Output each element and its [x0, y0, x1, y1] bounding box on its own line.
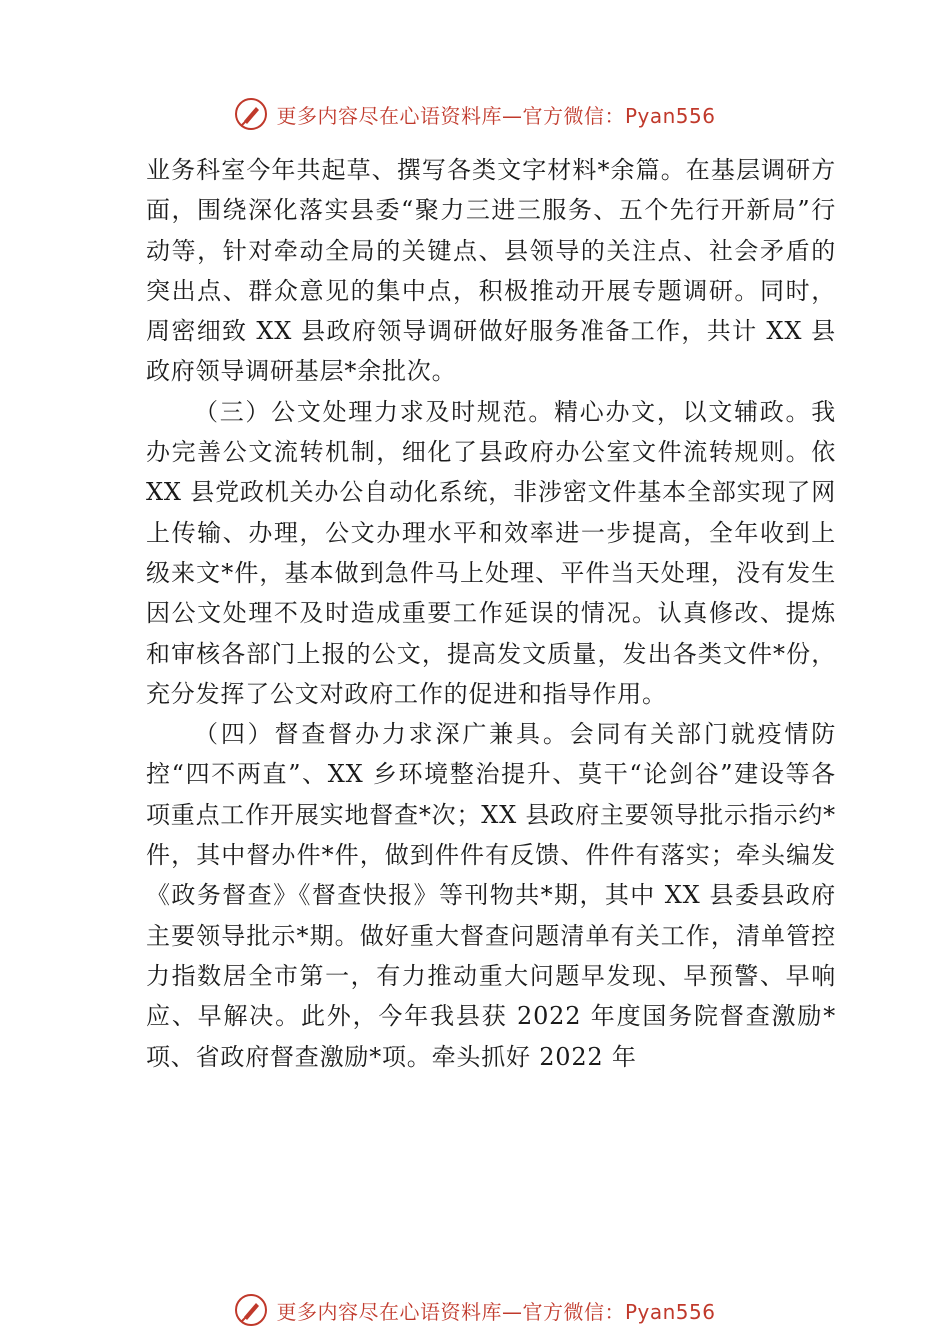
- header-watermark-banner: [0, 94, 950, 134]
- watermark-text: 更多内容尽在心语资料库—官方微信：Pyan556: [276, 1299, 716, 1324]
- paragraph-supervision: （四）督查督办力求深广兼具。会同有关部门就疫情防控“四不两直”、XX 乡环境整治提升、莫干“论剑谷”建设等各项重点工作开展实地督查*次；XX 县政府主要领导批示指示约*件，其中督办件*件，做到件件有反馈、件件有落实；牵头编发《政务督查》《督查快报》等刊物共*期，其中 XX 县委县政府主要领导批示*期。做好重大督查问题清单有关工作，清单管控力指数居全市第一，有力推动重大问题早发现、早预警、早响应、早解决。此外，今年我县获 2022 年度国务院督查激励*项、省政府督查激励*项。牵头抓好 2022 年: [146, 720, 836, 1071]
- document-body: [146, 150, 836, 1077]
- paragraph-document-processing: （三）公文处理力求及时规范。精心办文，以文辅政。我办完善公文流转机制，细化了县政府办公室文件流转规则。依 XX 县党政机关办公自动化系统，非涉密文件基本全部实现了网上传输、办理，公文办理水平和效率进一步提高，全年收到上级来文*件，基本做到急件马上处理、平件当天处理，没有发生因公文处理不及时造成重要工作延误的情况。认真修改、提炼和审核各部门上报的公文，提高发文质量，发出各类文件*份，充分发挥了公文对政府工作的促进和指导作用。: [146, 397, 836, 708]
- paragraph-research: 业务科室今年共起草、撰写各类文字材料*余篇。在基层调研方面，围绕深化落实县委“聚力三进三服务、五个先行开新局”行动等，针对牵动全局的关键点、县领导的关注点、社会矛盾的突出点、群众意见的集中点，积极推动开展专题调研。同时，周密细致 XX 县政府领导调研做好服务准备工作，共计 XX 县政府领导调研基层*余批次。: [146, 156, 836, 386]
- watermark-text: 更多内容尽在心语资料库—官方微信：Pyan556: [276, 103, 716, 128]
- footer-watermark-banner: [0, 1290, 950, 1330]
- logo-icon: [234, 97, 268, 131]
- logo-icon: [234, 1293, 268, 1327]
